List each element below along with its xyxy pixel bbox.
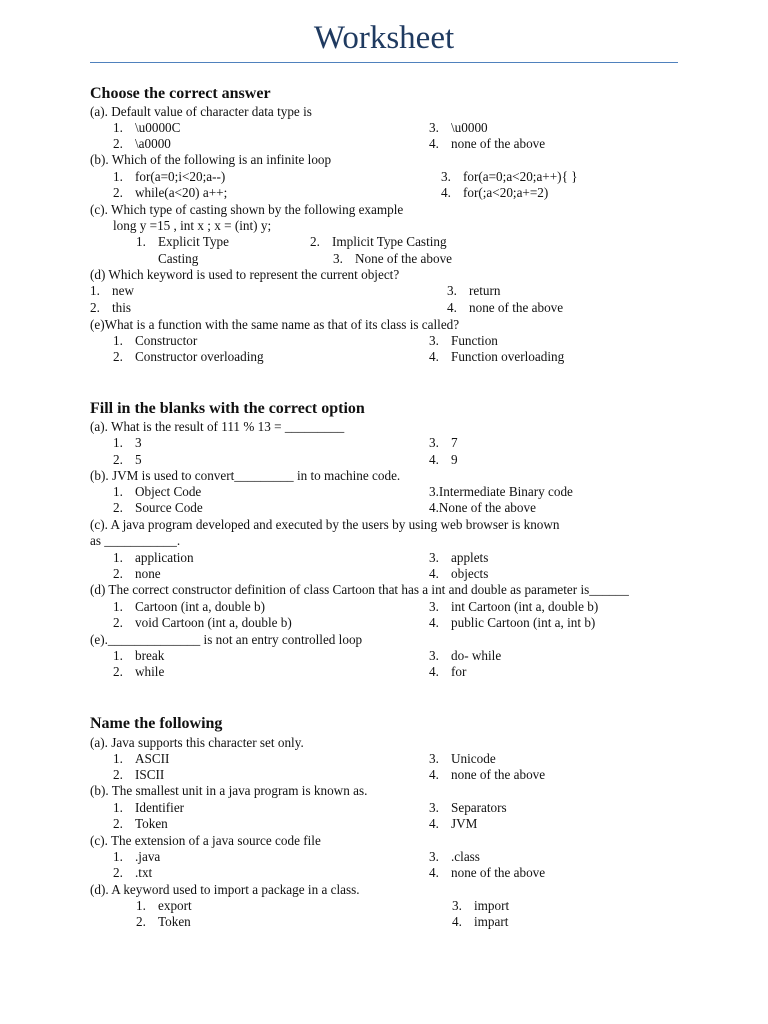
question-text: (a). Java supports this character set only. [90,735,304,750]
question-text: (d) The correct constructor definition of class Cartoon that has a int and double as parameter is______ [90,582,629,597]
option-3: 3. int Cartoon (int a, double b) [429,599,599,614]
question-text: (d). A keyword used to import a package in a class. [90,882,360,897]
question-text: (d) Which keyword is used to represent the current object? [90,267,400,282]
option-2: 2. Implicit Type Casting [310,234,447,249]
option-3: 3. do- while [429,648,502,663]
option-2: 2. .txt [113,865,153,880]
option-4: 4. public Cartoon (int a, int b) [429,615,596,630]
section-heading-name-following: Name the following [90,715,223,732]
option-3: 3. \u0000 [429,120,488,135]
option-3: 3. 7 [429,435,458,450]
option-2: 2. none [113,566,161,581]
title-divider [90,62,678,63]
option-3: 3.Intermediate Binary code [429,484,573,499]
option-1: 1. \u0000C [113,120,181,135]
option-4: 4. none of the above [429,136,546,151]
question-text: (a). Default value of character data type is [90,104,312,119]
option-3: 3. import [452,898,510,913]
option-4: 4. 9 [429,452,458,467]
option-1: 1. 3 [113,435,142,450]
option-1: 1. break [113,648,165,663]
question-text: (c). Which type of casting shown by the following example [90,202,404,217]
question-text: (c). A java program developed and executed by the users by using web browser is known [90,517,560,532]
option-4: 4. objects [429,566,489,581]
option-1: 1. Explicit Type [136,234,229,249]
section-heading-fill-blanks: Fill in the blanks with the correct option [90,400,365,417]
option-1-continued: Casting [158,251,199,266]
page-title: Worksheet [313,20,455,56]
option-1: 1. Object Code [113,484,202,499]
question-text-continued: as ___________. [90,533,181,548]
option-1: 1. Constructor [113,333,198,348]
question-text: (e)What is a function with the same name as that of its class is called? [90,317,460,332]
question-text: (a). What is the result of 111 % 13 = _________ [90,419,345,434]
option-1: 1. ASCII [113,751,170,766]
option-1: 1. Identifier [113,800,185,815]
option-2: 2. \a0000 [113,136,171,151]
option-4: 4. JVM [429,816,478,831]
option-3: 3. None of the above [333,251,453,266]
option-4: 4. for [429,664,467,679]
option-3: 3. .class [429,849,480,864]
option-3: 3. Separators [429,800,507,815]
option-4: 4. none of the above [447,300,564,315]
question-text: (b). The smallest unit in a java program is known as. [90,783,368,798]
option-1: 1. .java [113,849,161,864]
option-4: 4. none of the above [429,767,546,782]
option-4: 4.None of the above [429,500,536,515]
option-1: 1. for(a=0;i<20;a--) [113,169,226,184]
option-2: 2. 5 [113,452,142,467]
option-4: 4. impart [452,914,509,929]
option-2: 2. this [90,300,132,315]
option-4: 4. none of the above [429,865,546,880]
option-2: 2. Source Code [113,500,203,515]
option-2: 2. while [113,664,165,679]
option-1: 1. Cartoon (int a, double b) [113,599,266,614]
option-3: 3. applets [429,550,489,565]
question-subtext: long y =15 , int x ; x = (int) y; [113,218,272,233]
option-2: 2. ISCII [113,767,165,782]
option-1: 1. application [113,550,194,565]
question-text: (b). JVM is used to convert_________ in to machine code. [90,468,401,483]
option-2: 2. while(a<20) a++; [113,185,228,200]
option-2: 2. void Cartoon (int a, double b) [113,615,292,630]
question-text: (b). Which of the following is an infinite loop [90,152,332,167]
option-1: 1. export [136,898,192,913]
option-4: 4. for(;a<20;a+=2) [441,185,549,200]
option-3: 3. Unicode [429,751,496,766]
section-heading-choose: Choose the correct answer [90,85,271,102]
option-3: 3. return [447,283,501,298]
option-2: 2. Token [136,914,191,929]
option-2: 2. Constructor overloading [113,349,264,364]
option-3: 3. Function [429,333,498,348]
question-text: (e).______________ is not an entry controlled loop [90,632,363,647]
option-4: 4. Function overloading [429,349,565,364]
option-2: 2. Token [113,816,168,831]
question-text: (c). The extension of a java source code file [90,833,321,848]
option-1: 1. new [90,283,134,298]
option-3: 3. for(a=0;a<20;a++){ } [441,169,578,184]
